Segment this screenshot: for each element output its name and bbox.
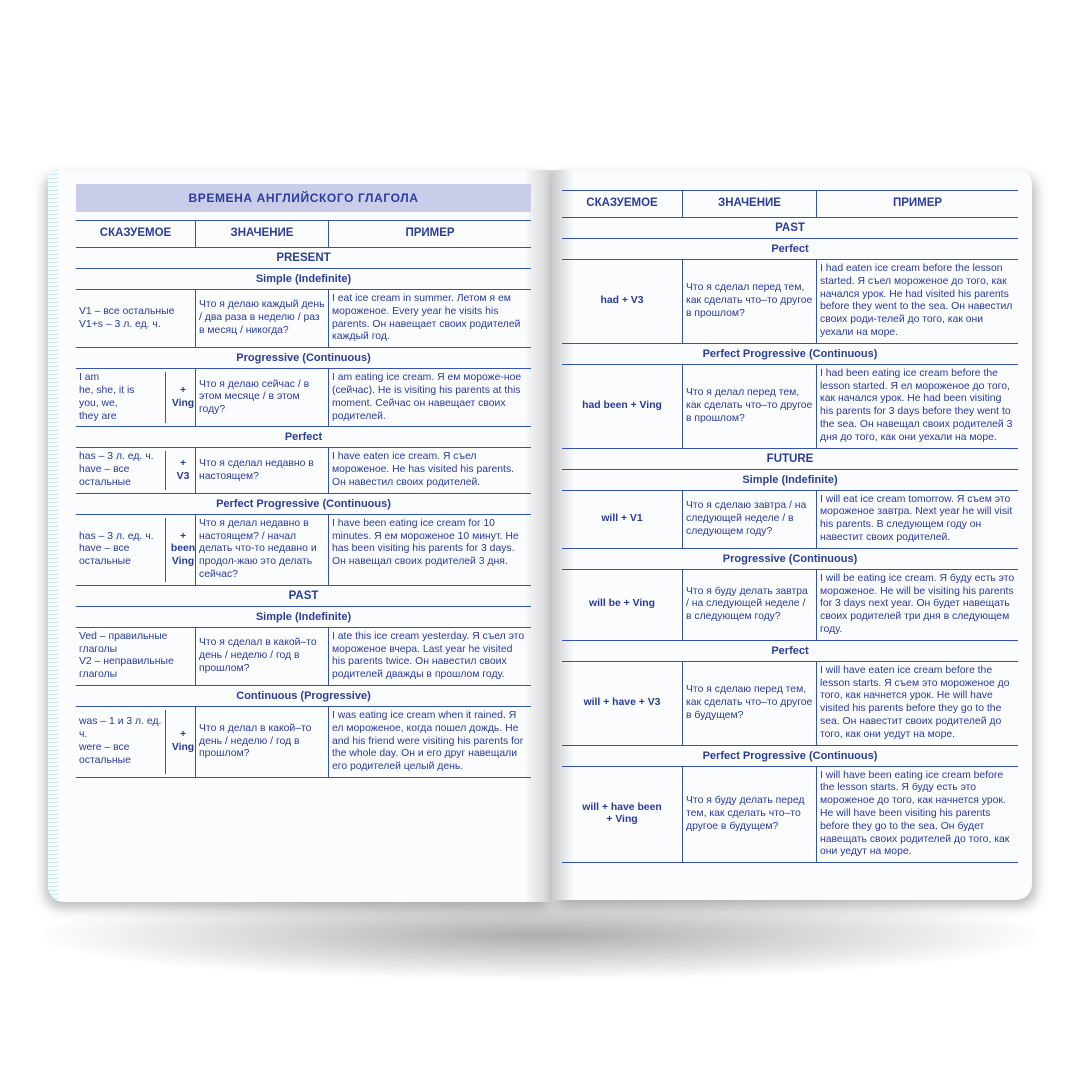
meaning-cell: Что я буду делать перед тем, как сделать что–то другое в будущем? [682,767,816,863]
subsection-title: Perfect [76,427,531,448]
section-title: PAST [76,586,531,607]
predicate-cell: will + have + V3 [583,696,661,708]
subsection-title: Perfect Progressive (Continuous) [76,494,531,515]
table-header [76,220,531,248]
predicate-auxiliary: + been Ving [165,518,198,582]
example-cell: I had eaten ice cream before the lesson started. Я съел мороженое до того, как начался урок. He had visited his parents before they went to the sea. Он навестил своих роди-телей до того, как они уехали на море. [816,260,1018,343]
example-cell: I will be eating ice cream. Я буду есть это мороженое. He will be visiting his parents for 3 days next year. Он будет навещать своих родителей три дня в следующем году. [816,570,1018,640]
predicate-cell [76,707,195,777]
table-row [76,369,531,427]
example-cell: I will have been eating ice cream before the lesson starts. Я буду есть это мороженое до того, как начнется урок. He will have been visiting his parents before they go to the sea. Он будет навещать своих родителей до того, как они уедут на море. [816,767,1018,863]
table-row [562,491,1018,549]
example-cell: I eat ice cream in summer. Летом я ем мороженое. Every year he visits his parents. Он навещает своих родителей каждый год. [328,290,531,347]
example-cell: I am eating ice cream. Я ем мороже-ное (сейчас). He is visiting his parents at this moment. Сейчас он навещает своих родителей. [328,369,531,426]
meaning-cell: Что я делал недавно в настоящем? / начал делать что-то недавно и продол-жаю это делать сейчас? [195,515,328,585]
meaning-cell: Что я буду делать завтра / на следующей неделе / в следующем году? [682,570,816,640]
meaning-cell: Что я сделал недавно в настоящем? [195,448,328,492]
predicate-auxiliary: + Ving [165,372,198,423]
header-example: ПРИМЕР [328,221,531,247]
predicate-formula: has – 3 л. ед. ч. have – все остальные [79,530,154,568]
table-row [76,448,531,493]
meaning-cell: Что я делаю каждый день / два раза в неделю / раз в месяц / никогда? [195,290,328,347]
predicate-formula: I am he, she, it is you, we, they are [79,372,135,422]
section-title: PAST [562,218,1018,239]
table-row [76,707,531,778]
example-cell: I will eat ice cream tomorrow. Я съем это мороженое завтра. Next year he will visit his parents. В следующем году он навестит своих родителей. [816,491,1018,548]
page-edges [48,170,58,902]
meaning-cell: Что я делаю сейчас / в этом месяце / в этом году? [195,369,328,426]
right-table [562,190,1018,863]
left-page [48,170,552,902]
predicate-formula: Ved – правильные глаголы V2 – неправильные глаголы [79,630,174,681]
right-page [552,170,1032,900]
header-meaning: ЗНАЧЕНИЕ [682,191,816,217]
subsection-title: Progressive (Continuous) [76,348,531,369]
page-title: ВРЕМЕНА АНГЛИЙСКОГО ГЛАГОЛА [76,184,531,212]
header-predicate: СКАЗУЕМОЕ [99,227,172,239]
subsection-title: Continuous (Progressive) [76,686,531,707]
predicate-formula: has – 3 л. ед. ч. have – все остальные [79,451,154,488]
subsection-title: Perfect [562,641,1018,662]
predicate-cell: will be + Ving [589,598,655,610]
header-predicate: СКАЗУЕМОЕ [586,197,658,209]
predicate-cell [76,515,195,585]
table-header [562,190,1018,218]
predicate-cell [76,369,195,426]
example-cell: I had been eating ice cream before the lesson started. Я ел мороженое до того, как начался урок. He had been visiting his parents for 3 days before they went to the sea. Он навещал своих родителей 3 дня до того, как они уехали на море. [816,365,1018,448]
predicate-cell [76,448,195,492]
meaning-cell: Что я сделаю перед тем, как сделать что–то другое в будущем? [682,662,816,745]
left-table [76,184,531,778]
header-meaning: ЗНАЧЕНИЕ [195,221,328,247]
meaning-cell: Что я делал в какой–то день / неделю / год в прошлом? [195,707,328,777]
meaning-cell: Что я сделаю завтра / на следующей неделе / в следующем году? [682,491,816,548]
example-cell: I was eating ice cream when it rained. Я ел мороженое, когда пошел дождь. He and his friend were visiting his parents for the whole day. Он и его друг навещали его родителей целый день. [328,707,531,777]
section-title: PRESENT [76,248,531,269]
example-cell: I have been eating ice cream for 10 minutes. Я ем мороженое 10 минут. He has been visiting his parents for 3 days. Он навещал своих родителей 3 дня. [328,515,531,585]
right-sections [562,218,1018,863]
meaning-cell: Что я делал перед тем, как сделать что–то другое в прошлом? [682,365,816,448]
example-cell: I ate this ice cream yesterday. Я съел это мороженое вчера. Last year he visited his parents twice. Он навестил своих родителей дважды в прошлом году. [328,628,531,685]
predicate-cell: had + V3 [600,294,644,306]
section-title: FUTURE [562,449,1018,470]
subsection-title: Perfect Progressive (Continuous) [562,344,1018,365]
table-row [76,628,531,686]
table-row [562,570,1018,641]
predicate-formula: V1 – все остальные V1+s – 3 л. ед. ч. [79,305,175,330]
table-row [562,767,1018,864]
header-example: ПРИМЕР [816,191,1018,217]
subsection-title: Perfect [562,239,1018,260]
subsection-title: Perfect Progressive (Continuous) [562,746,1018,767]
predicate-cell: had been + Ving [582,399,662,411]
predicate-auxiliary: + Ving [165,710,198,774]
predicate-cell: will + V1 [601,512,643,524]
table-row [76,290,531,348]
subsection-title: Simple (Indefinite) [76,607,531,628]
table-row [76,515,531,586]
subsection-title: Simple (Indefinite) [76,269,531,290]
predicate-cell [76,290,195,347]
table-row [562,365,1018,449]
table-row [562,260,1018,344]
book-shadow [40,890,1040,980]
predicate-cell [76,628,195,685]
meaning-cell: Что я сделал в какой–то день / неделю / год в прошлом? [195,628,328,685]
example-cell: I will have eaten ice cream before the lesson starts. Я съем это мороженое до того, как начнется урок. He will have visited his parents before they go to the sea. Он навестит своих родителей до того, как они уедут на море. [816,662,1018,745]
example-cell: I have eaten ice cream. Я съел мороженое. He has visited his parents. Он навестил своих родителей. [328,448,531,492]
subsection-title: Progressive (Continuous) [562,549,1018,570]
predicate-formula: was – 1 и 3 л. ед. ч. were – все остальные [79,716,162,766]
meaning-cell: Что я сделал перед тем, как сделать что–то другое в прошлом? [682,260,816,343]
predicate-cell: will + have been + Ving [582,801,662,826]
subsection-title: Simple (Indefinite) [562,470,1018,491]
table-row [562,662,1018,746]
left-sections [76,248,531,778]
predicate-auxiliary: + V3 [165,451,198,489]
